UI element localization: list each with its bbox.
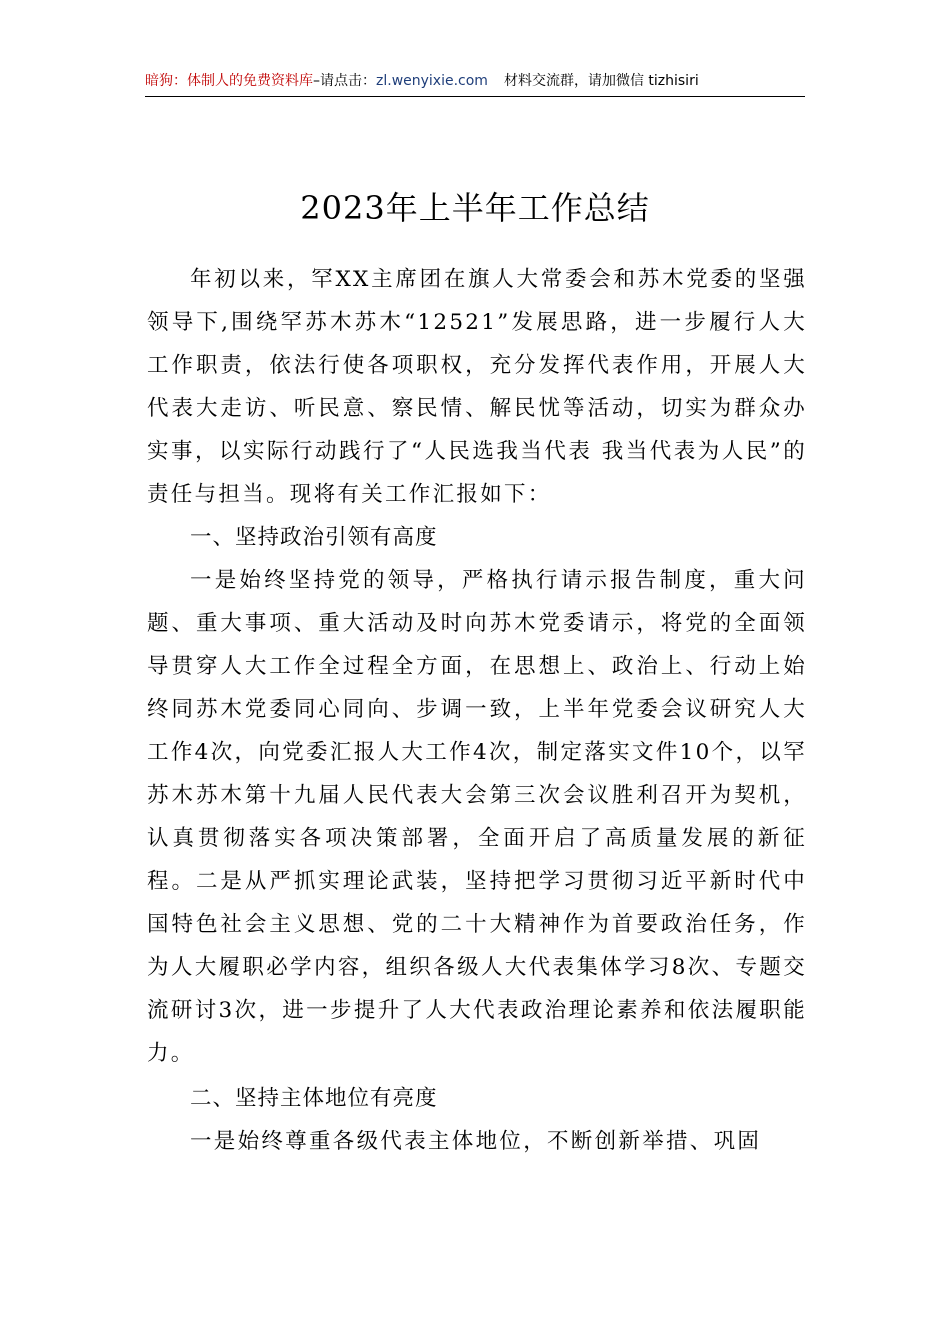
header-wechat-note: 材料交流群，请加微信 tizhisiri [503, 73, 699, 89]
page-header [145, 66, 805, 97]
document-body [147, 258, 807, 1163]
header-click-prompt: –请点击： [313, 73, 376, 89]
section-2-heading: 二、坚持主体地位有亮度 [190, 1086, 438, 1111]
document-title: 2023年上半年工作总结 [300, 189, 650, 228]
header-url-link[interactable]: zl.wenyixie.com [376, 73, 488, 89]
section-1-paragraph: 一是始终坚持党的领导，严格执行请示报告制度，重大问题、重大事项、重大活动及时向苏木党委请示，将党的全面领导贯穿人大工作全过程全方面，在思想上、政治上、行动上始终同苏木党委同心同向、步调一致，上半年党委会议研究人大工作4次，向党委汇报人大工作4次，制定落实文件10个，以罕苏木苏木第十九届人民代表大会第三次会议胜利召开为契机，认真贯彻落实各项决策部署，全面开启了高质量发展的新征程。二是从严抓实理论武装，坚持把学习贯彻习近平新时代中国特色社会主义思想、党的二十大精神作为首要政治任务，作为人大履职必学内容，组织各级人大代表集体学习8次、专题交流研讨3次，进一步提升了人大代表政治理论素养和依法履职能力。 [147, 568, 807, 1066]
section-1-heading: 一、坚持政治引领有高度 [190, 525, 438, 550]
intro-paragraph: 年初以来，罕XX主席团在旗人大常委会和苏木党委的坚强领导下,围绕罕苏木苏木“12521”发展思路，进一步履行人大工作职责，依法行使各项职权，充分发挥代表作用，开展人大代表大走访、听民意、察民情、解民忧等活动，切实为群众办实事，以实际行动践行了“人民选我当代表 我当代表为人民”的责任与担当。现将有关工作汇报如下： [147, 267, 807, 507]
section-2-paragraph: 一是始终尊重各级代表主体地位，不断创新举措、巩固 [190, 1129, 762, 1154]
header-site-name: 暗狗：体制人的免费资料库 [145, 73, 313, 89]
